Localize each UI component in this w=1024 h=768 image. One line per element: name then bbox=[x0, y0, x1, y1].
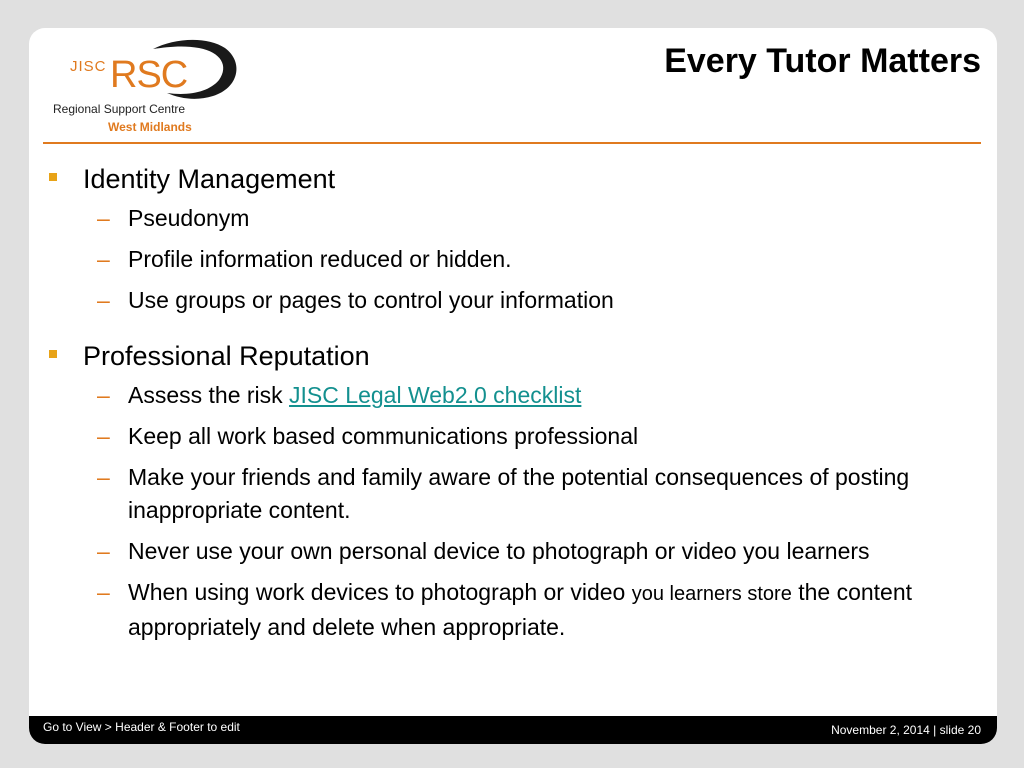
list-item-text: Keep all work based communications professional bbox=[128, 423, 639, 449]
slide-content bbox=[47, 162, 977, 666]
list-item-text: the content appropriately and delete when appropriate. bbox=[128, 579, 913, 640]
list-item-text: Profile information reduced or hidden. bbox=[128, 246, 512, 272]
list-item bbox=[47, 379, 977, 412]
slide bbox=[29, 28, 997, 744]
slide-footer bbox=[29, 716, 997, 744]
identity-subitems bbox=[47, 202, 977, 317]
list-item bbox=[47, 535, 977, 568]
footer-date-slide bbox=[831, 723, 981, 737]
footer-separator: | bbox=[929, 723, 940, 737]
logo-jisc-text: JISC bbox=[70, 58, 107, 75]
list-item-text: Make your friends and family aware of the potential consequences of posting inappropriate content. bbox=[128, 464, 910, 523]
dash-bullet-icon: – bbox=[97, 464, 110, 490]
list-item bbox=[47, 202, 977, 235]
list-item bbox=[47, 420, 977, 453]
jisc-rsc-logo bbox=[49, 36, 249, 136]
reputation-subitems bbox=[47, 379, 977, 644]
list-item bbox=[47, 461, 977, 527]
jisc-legal-checklist-link[interactable]: JISC Legal Web2.0 checklist bbox=[289, 382, 582, 408]
slide-title: Every Tutor Matters bbox=[664, 42, 981, 80]
list-item bbox=[47, 243, 977, 276]
square-bullet-icon bbox=[49, 350, 57, 358]
footer-date: November 2, 2014 bbox=[831, 723, 930, 737]
list-item-text-small: you learners store bbox=[631, 583, 792, 605]
dash-bullet-icon: – bbox=[97, 579, 110, 605]
dash-bullet-icon: – bbox=[97, 205, 110, 231]
dash-bullet-icon: – bbox=[97, 287, 110, 313]
footer-edit-hint: Go to View > Header & Footer to edit bbox=[43, 720, 240, 734]
dash-bullet-icon: – bbox=[97, 382, 110, 408]
logo-subtitle: Regional Support Centre bbox=[53, 102, 186, 116]
bullet-identity-management bbox=[47, 162, 977, 196]
square-bullet-icon bbox=[49, 173, 57, 181]
header-divider bbox=[43, 142, 981, 144]
list-item-text: When using work devices to photograph or video bbox=[128, 579, 632, 605]
logo-rsc-text: RSC bbox=[110, 54, 188, 96]
list-item-text: Pseudonym bbox=[128, 205, 250, 231]
dash-bullet-icon: – bbox=[97, 538, 110, 564]
logo-region: West Midlands bbox=[108, 120, 192, 134]
bullet-heading: Professional Reputation bbox=[83, 341, 370, 371]
dash-bullet-icon: – bbox=[97, 246, 110, 272]
bullet-professional-reputation bbox=[47, 339, 977, 373]
bullet-heading: Identity Management bbox=[83, 164, 336, 194]
footer-slide-number: slide 20 bbox=[939, 723, 981, 737]
list-item-text: Use groups or pages to control your information bbox=[128, 287, 614, 313]
list-item bbox=[47, 284, 977, 317]
dash-bullet-icon: – bbox=[97, 423, 110, 449]
list-item bbox=[47, 576, 977, 644]
list-item-text: Never use your own personal device to photograph or video you learners bbox=[128, 538, 870, 564]
list-item-text: Assess the risk bbox=[128, 382, 290, 408]
